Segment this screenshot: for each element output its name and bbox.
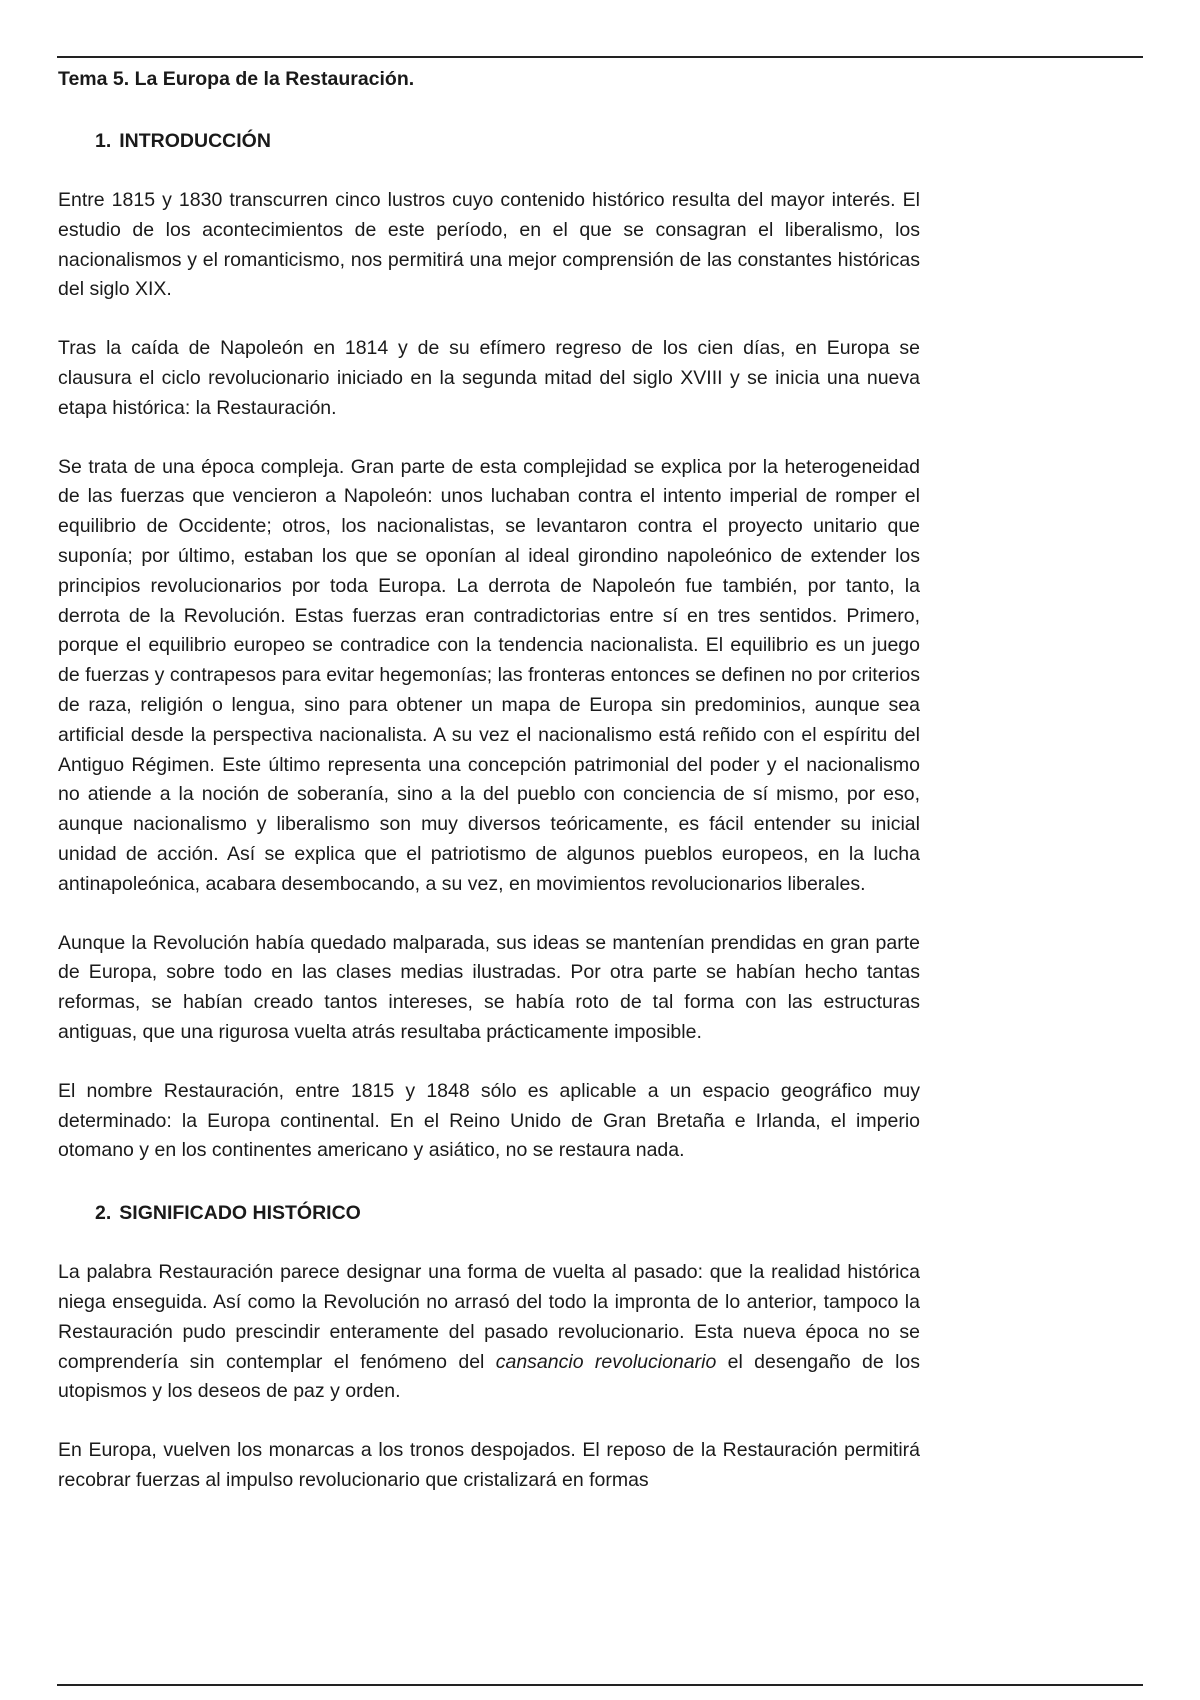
document-title: Tema 5. La Europa de la Restauración. xyxy=(58,68,415,90)
section-heading-introduccion xyxy=(95,126,920,156)
section-number: 1. xyxy=(95,130,112,152)
bottom-rule xyxy=(57,1684,1143,1686)
paragraph: Aunque la Revolución había quedado malparada, sus ideas se mantenían prendidas en gran parte de Europa, sobre todo en las clases medias ilustradas. Por otra parte se habían hecho tantas reformas, se habían creado tantos intereses, se había roto de tal forma con las estructuras antiguas, que una rigurosa vuelta atrás resultaba prácticamente imposible. xyxy=(58,931,920,1043)
paragraph: En Europa, vuelven los monarcas a los tronos despojados. El reposo de la Restauración permitirá recobrar fuerzas al impulso revolucionario que cristalizará en formas xyxy=(58,1439,920,1491)
section-title: SIGNIFICADO HISTÓRICO xyxy=(119,1202,361,1225)
paragraph xyxy=(58,1258,920,1407)
paragraph: Entre 1815 y 1830 transcurren cinco lustros cuyo contenido histórico resulta del mayor interés. El estudio de los acontecimientos de este período, en el que se consagran el liberalismo, los nacionalismos y el romanticismo, nos permitirá una mejor comprensión de las constantes históricas del siglo XIX. xyxy=(58,189,920,301)
section-number: 2. xyxy=(95,1202,112,1225)
section-title: INTRODUCCIÓN xyxy=(119,130,271,152)
paragraph: El nombre Restauración, entre 1815 y 1848 sólo es aplicable a un espacio geográfico muy determinado: la Europa continental. En el Reino Unido de Gran Bretaña e Irlanda, el imperio otomano y en los continentes americano y asiático, no se restaura nada. xyxy=(58,1079,920,1162)
paragraph-text: el desengaño de los utopismos y los deseos de paz y orden. xyxy=(58,1350,920,1403)
italic-phrase: cansancio revolucionario xyxy=(495,1350,717,1373)
paragraph-text: La palabra Restauración parece designar una forma de vuelta al pasado: que la realidad histórica niega enseguida. Así como la Revolución no arrasó del todo la impronta de lo anterior, tampoco la Restauración pudo prescindir enteramente del pasado revolucionario. Esta nueva época no se comprendería sin contemplar el fenómeno del xyxy=(58,1261,920,1373)
paragraph: Se trata de una época compleja. Gran parte de esta complejidad se explica por la heterogeneidad de las fuerzas que vencieron a Napoleón: unos luchaban contra el intento imperial de romper el equilibrio de Occidente; otros, los nacionalistas, se levantaron contra el proyecto unitario que suponía; por último, estaban los que se oponían al ideal girondino napoleónico de extender los principios revolucionarios por toda Europa. La derrota de Napoleón fue también, por tanto, la derrota de la Revolución. Estas fuerzas eran contradictorias entre sí en tres sentidos. Primero, porque el equilibrio europeo se contradice con la tendencia nacionalista. El equilibrio es un juego de fuerzas y contrapesos para evitar hegemonías; las fronteras entonces se definen no por criterios de raza, religión o lengua, sino para obtener un mapa de Europa sin predominios, aunque sea artificial desde la perspectiva nacionalista. A su vez el nacionalismo está reñido con el espíritu del Antiguo Régimen. Este último representa una concepción patrimonial del poder y el nacionalismo no atiende a la noción de soberanía, sino a la del pueblo con conciencia de sí mismo, por eso, aunque nacionalismo y liberalismo son muy diversos teóricamente, es fácil entender su inicial unidad de acción. Así se explica que el patriotismo de algunos pueblos europeos, en la lucha antinapoleónica, acabara desembocando, a su vez, en movimientos revolucionarios liberales. xyxy=(58,455,920,895)
section-heading-significado-historico xyxy=(95,1198,920,1228)
top-rule xyxy=(57,56,1143,58)
paragraph: Tras la caída de Napoleón en 1814 y de su efímero regreso de los cien días, en Europa se clausura el ciclo revolucionario iniciado en la segunda mitad del siglo XVIII y se inicia una nueva etapa histórica: la Restauración. xyxy=(58,337,920,419)
document-page xyxy=(58,64,920,1496)
